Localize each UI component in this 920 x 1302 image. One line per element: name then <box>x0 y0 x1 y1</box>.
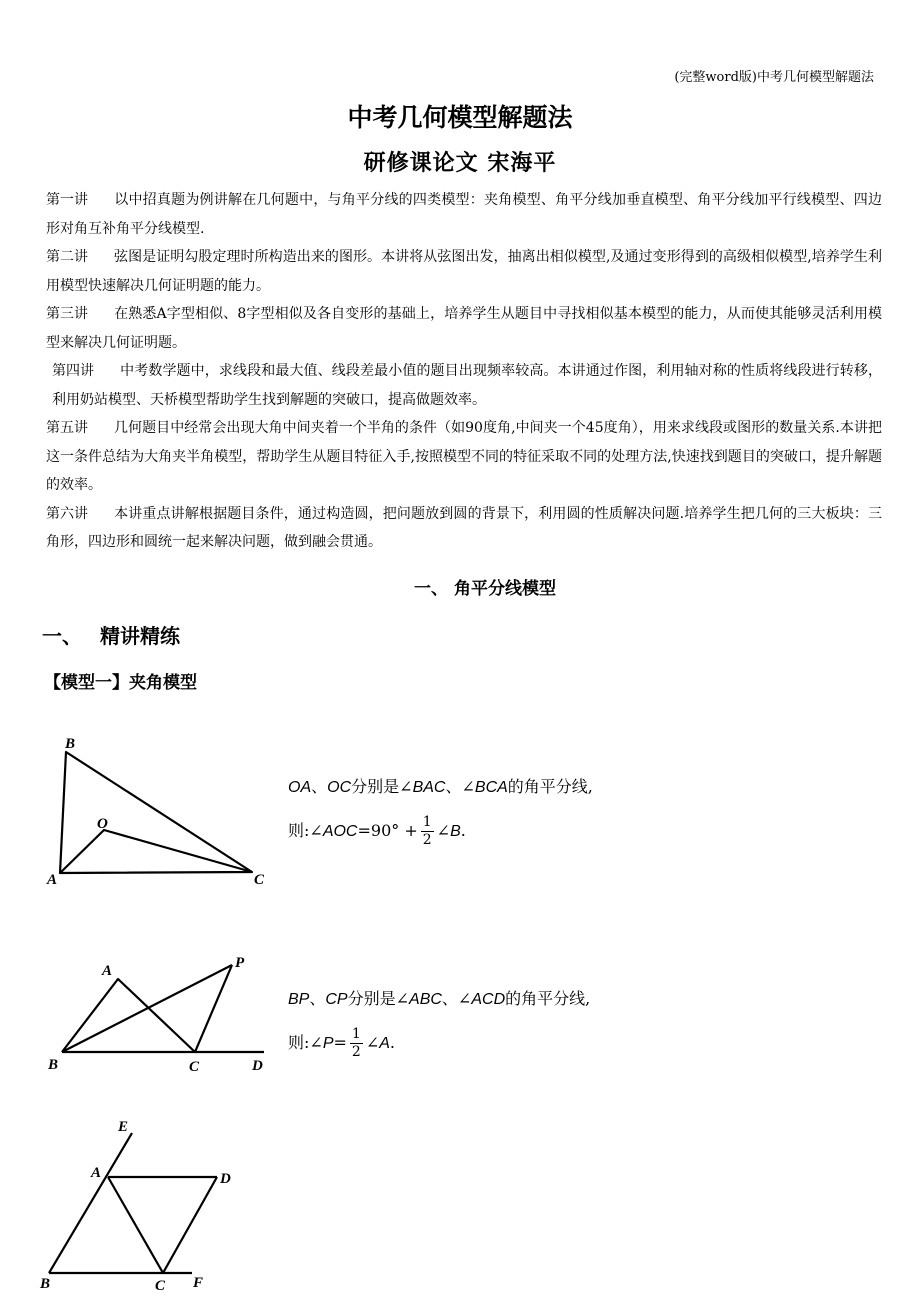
figure-1-statement-line-2: 则:∠AOC=90° + $\frac{1}{2}$ ∠B. <box>288 814 466 848</box>
lecture-1: 第一讲 以中招真题为例讲解在几何题中，与角平分线的四类模型：夹角模型、角平分线加垂直模型、角平分线加平行线模型、四边形对角互补角平分线模型. <box>46 192 882 237</box>
figure-2-statement-line-1: BP、CP分别是∠ABC、∠ACD的角平分线, <box>288 989 591 1008</box>
line-cd <box>163 1177 217 1273</box>
label-b: B <box>40 1276 51 1292</box>
fraction-half: $\frac{1}{2}$ <box>422 814 432 848</box>
triangle-abc <box>60 752 252 873</box>
label-f: F <box>193 1275 204 1291</box>
fraction-half: $\frac{1}{2}$ <box>351 1026 361 1060</box>
lecture-6: 第六讲 本讲重点讲解根据题目条件，通过构造圆，把问题放到圆的背景下，利用圆的性质解决问题.培养学生把几何的三大板块：三角形，四边形和圆统一起来解决问题，做到融会贯通。 <box>46 505 882 550</box>
label-o: O <box>97 816 108 832</box>
figure-2-lines <box>62 965 264 1052</box>
lecture-3: 第三讲 在熟悉A字型相似、8字型相似及各自变形的基础上，培养学生从题目中寻找相似基本模型的能力，从而使其能够灵活利用模型来解决几何证明题。 <box>46 306 882 351</box>
label-e: E <box>118 1119 129 1135</box>
label-c: C <box>189 1059 200 1075</box>
figure-1-statement-line-1: OA、OC分别是∠BAC、∠BCA的角平分线, <box>288 777 593 796</box>
label-a: A <box>47 872 58 888</box>
sub-heading: 一、 精讲精练 <box>42 624 180 648</box>
label-c: C <box>254 872 265 888</box>
label-a: A <box>91 1165 102 1181</box>
line-ac <box>108 1177 163 1273</box>
figure-3-lines <box>49 1133 217 1273</box>
line-be <box>49 1133 132 1273</box>
lecture-4: 第四讲 中考数学题中，求线段和最大值、线段差最小值的题目出现频率较高。本讲通过作图，利用轴对称的性质将线段进行转移，利用奶站模型、天桥模型帮助学生找到解题的突破口，提高做题效率。 <box>52 363 882 408</box>
page-subtitle: 研修课论文 宋海平 <box>363 150 557 176</box>
line-cp <box>195 965 232 1052</box>
lecture-5: 第五讲 几何题目中经常会出现大角中间夹着一个半角的条件（如90度角,中间夹一个45度角），用来求线段或图形的数量关系.本讲把这一条件总结为大角夹半角模型，帮助学生从题目特征入手,按照模型不同的特征采取不同的处理方法,快速找到题目的突破口，提升解题的效率。 <box>46 420 882 493</box>
label-c: C <box>155 1278 166 1294</box>
angle-aoc <box>60 830 252 873</box>
line-bp <box>62 965 232 1052</box>
label-d: D <box>252 1058 263 1074</box>
lecture-2: 第二讲 弦图是证明勾股定理时所构造出来的图形。本讲将从弦图出发，抽离出相似模型,及通过变形得到的高级相似模型,培养学生利用模型快速解决几何证明题的能力。 <box>46 249 882 294</box>
label-b: B <box>48 1057 59 1073</box>
label-a: A <box>102 963 113 979</box>
figure-2-statement-line-2: 则:∠P= $\frac{1}{2}$ ∠A. <box>288 1026 395 1060</box>
figure-1-lines <box>60 752 252 873</box>
model-heading: 【模型一】夹角模型 <box>44 673 197 693</box>
page-title: 中考几何模型解题法 <box>347 103 573 132</box>
label-p: P <box>235 955 245 971</box>
label-b: B <box>65 736 76 752</box>
label-d: D <box>220 1171 231 1187</box>
page-header: (完整word版)中考几何模型解题法 <box>674 70 874 85</box>
section-title: 一、 角平分线模型 <box>414 579 556 599</box>
